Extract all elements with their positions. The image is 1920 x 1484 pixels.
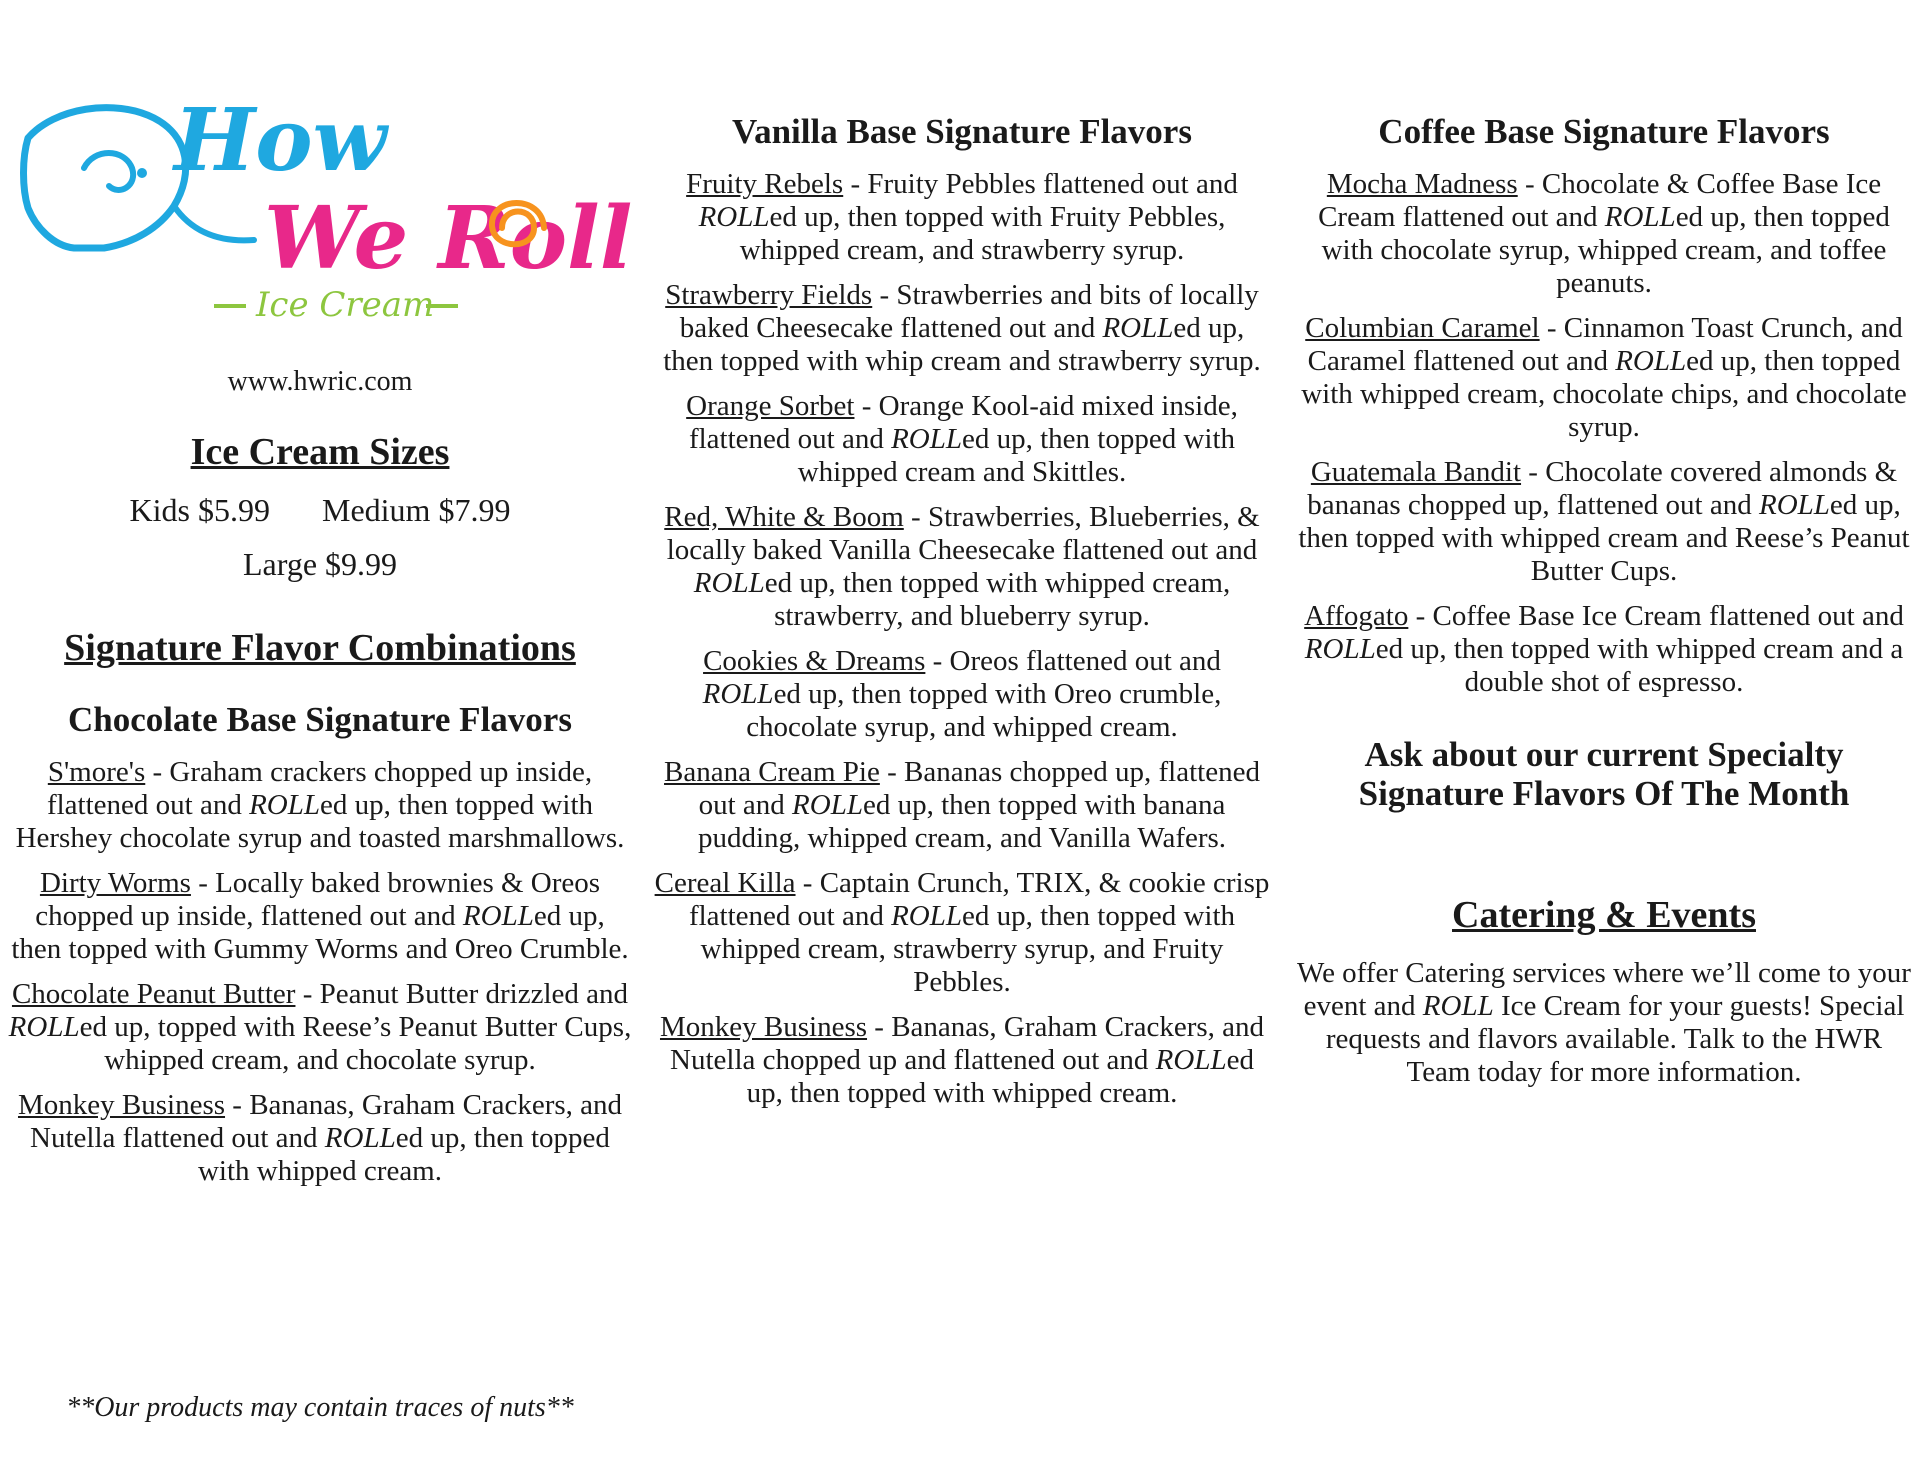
size-medium: Medium $7.99 [322, 492, 511, 528]
website-url[interactable]: www.hwric.com [227, 366, 413, 397]
roll-word: ROLL [792, 789, 863, 821]
flavor-item [8, 1089, 632, 1188]
roll-word: ROLL [698, 201, 770, 233]
flavor-item [652, 390, 1272, 489]
catering-text: We offer Catering services where we’ll come to your event and [1297, 957, 1911, 1022]
flavor-desc: ed up, then topped with whipped cream, chocolate chips, and chocolate syrup. [1301, 345, 1907, 443]
flavor-item [652, 501, 1272, 633]
flavor-desc: ed up, then topped with Oreo crumble, chocolate syrup, and whipped cream. [746, 678, 1222, 743]
flavor-item [652, 168, 1272, 267]
flavor-name: Red, White & Boom [664, 501, 904, 533]
roll-word: ROLL [1615, 345, 1687, 377]
flavor-name: Banana Cream Pie [664, 756, 880, 788]
flavor-item [1292, 312, 1916, 444]
flavor-item [652, 645, 1272, 744]
flavor-item [652, 1011, 1272, 1110]
flavor-desc: - Captain Crunch, TRIX, & cookie crisp flattened out and [688, 867, 1270, 932]
flavor-item [652, 867, 1272, 999]
catering-body [1292, 957, 1916, 1089]
flavor-desc: - Bananas, Graham Crackers, and Nutella flattened out and [30, 1089, 623, 1154]
flavor-desc: - Graham crackers chopped up inside, flattened out and [46, 756, 593, 821]
chocolate-title: Chocolate Base Signature Flavors [68, 700, 572, 739]
flavor-desc: ed up, then topped with whipped cream and a double shot of espresso. [1375, 633, 1904, 698]
flavor-desc: ed up, then topped with whipped cream. [197, 1122, 610, 1187]
size-kids: Kids $5.99 [129, 492, 270, 528]
flavor-desc: ed up, then topped with whipped cream, strawberry syrup, and Fruity Pebbles. [700, 900, 1236, 998]
flavor-desc: - Coffee Base Ice Cream flattened out and [1408, 600, 1904, 632]
flavor-name: Guatemala Bandit [1310, 456, 1522, 488]
roll-word: ROLL [8, 1011, 80, 1043]
flavor-name: S'more's [47, 756, 146, 788]
flavor-name: Strawberry Fields [665, 279, 873, 311]
roll-word: ROLL [1604, 201, 1676, 233]
roll-word: ROLL [891, 423, 962, 455]
flavor-desc: ed up, then topped with banana pudding, whipped cream, and Vanilla Wafers. [697, 789, 1227, 854]
flavor-desc: ed up, then topped with whipped cream. [746, 1044, 1254, 1109]
flavor-desc: - Strawberries, Blueberries, & locally baked Vanilla Cheesecake flattened out and [666, 501, 1260, 566]
flavor-name: Chocolate Peanut Butter [11, 978, 296, 1010]
flavor-name: Dirty Worms [39, 867, 191, 899]
flavor-item [8, 756, 632, 855]
coffee-section [1292, 112, 1916, 1089]
roll-word: ROLL [324, 1122, 396, 1154]
flavor-name: Cookies & Dreams [703, 645, 926, 677]
flavor-desc: ed up, then topped with whip cream and strawberry syrup. [663, 312, 1261, 377]
flavor-desc: - Bananas chopped up, flattened out and [698, 756, 1260, 821]
flavor-name: Monkey Business [659, 1011, 868, 1043]
coffee-title: Coffee Base Signature Flavors [1378, 112, 1830, 151]
flavor-desc: - Locally baked brownies & Oreos chopped up inside, flattened out and [35, 867, 601, 932]
rolled-ice-cream-swirl-logo-icon [14, 78, 634, 338]
flavor-desc: - Oreos flattened out and [925, 645, 1221, 677]
flavor-desc: ed up, then topped with Gummy Worms and Oreo Crumble. [11, 900, 629, 965]
flavor-item [652, 756, 1272, 855]
roll-word: ROLL [1304, 633, 1376, 665]
flavor-item [1292, 456, 1916, 588]
flavor-item [8, 978, 632, 1077]
flavor-item [1292, 600, 1916, 699]
flavor-desc: ed up, then topped with whipped cream and Skittles. [797, 423, 1236, 488]
roll-word: ROLL [249, 789, 320, 821]
flavor-name: Mocha Madness [1326, 168, 1518, 200]
signature-combinations-title: Signature Flavor Combinations [64, 627, 576, 669]
flavor-desc: - Fruity Pebbles flattened out and [843, 168, 1238, 200]
flavor-desc: ed up, then topped with whipped cream, strawberry, and blueberry syrup. [764, 567, 1231, 632]
roll-word: ROLL [1422, 990, 1494, 1022]
flavor-desc: ed up, then topped with chocolate syrup, whipped cream, and toffee peanuts. [1321, 201, 1890, 299]
catering-title: Catering & Events [1452, 894, 1756, 936]
flavor-item [8, 867, 632, 966]
flavor-name: Orange Sorbet [686, 390, 855, 422]
sizes-title: Ice Cream Sizes [190, 431, 450, 473]
vanilla-title: Vanilla Base Signature Flavors [732, 112, 1192, 151]
size-large: Large $9.99 [242, 546, 398, 582]
roll-word: ROLL [1102, 312, 1174, 344]
specialty-note: Ask about our current Specialty Signature Flavors Of The Month [1358, 735, 1850, 813]
flavor-name: Cereal Killa [654, 867, 796, 899]
catering-text: Ice Cream for your guests! Special requests and flavors available. Talk to the HWR Team today for more information. [1325, 990, 1905, 1088]
flavor-name: Fruity Rebels [686, 168, 844, 200]
flavor-desc: ed up, then topped with Fruity Pebbles, whipped cream, and strawberry syrup. [739, 201, 1226, 266]
roll-word: ROLL [462, 900, 534, 932]
sizes-row-2 [8, 546, 632, 583]
flavor-item [652, 279, 1272, 378]
flavor-desc: - Bananas, Graham Crackers, and Nutella chopped up and flattened out and [670, 1011, 1265, 1076]
chocolate-section [8, 700, 632, 1200]
allergy-note: **Our products may contain traces of nuts** [66, 1392, 574, 1423]
flavor-desc: - Peanut Butter drizzled and [295, 978, 629, 1010]
logo-how-text: How [174, 90, 387, 191]
flavor-desc: ed up, then topped with whipped cream and Reese’s Peanut Butter Cups. [1298, 489, 1910, 587]
flavor-desc: - Chocolate & Coffee Base Ice Cream flattened out and [1318, 168, 1882, 233]
flavor-name: Columbian Caramel [1305, 312, 1540, 344]
flavor-item [1292, 168, 1916, 300]
sizes-row-1 [8, 492, 632, 529]
vanilla-section [652, 112, 1272, 1122]
flavor-desc: - Orange Kool-aid mixed inside, flattened out and [688, 390, 1238, 455]
logo-we-roll-text: We Roll [264, 188, 633, 289]
logo-ice-cream-text: Ice Cream [256, 285, 435, 325]
how-we-roll-logo [14, 78, 634, 338]
flavor-desc: - Chocolate covered almonds & bananas chopped up, flattened out and [1307, 456, 1898, 521]
flavor-desc: ed up, topped with Reese’s Peanut Butter Cups, whipped cream, and chocolate syrup. [79, 1011, 632, 1076]
roll-word: ROLL [1758, 489, 1830, 521]
roll-word: ROLL [693, 567, 765, 599]
roll-word: ROLL [891, 900, 962, 932]
roll-word: ROLL [702, 678, 774, 710]
flavor-desc: ed up, then topped with Hershey chocolate syrup and toasted marshmallows. [15, 789, 625, 854]
flavor-name: Affogato [1304, 600, 1409, 632]
flavor-desc: - Cinnamon Toast Crunch, and Caramel flattened out and [1307, 312, 1903, 377]
flavor-name: Monkey Business [17, 1089, 226, 1121]
flavor-desc: - Strawberries and bits of locally baked Cheesecake flattened out and [679, 279, 1259, 344]
roll-word: ROLL [1155, 1044, 1227, 1076]
